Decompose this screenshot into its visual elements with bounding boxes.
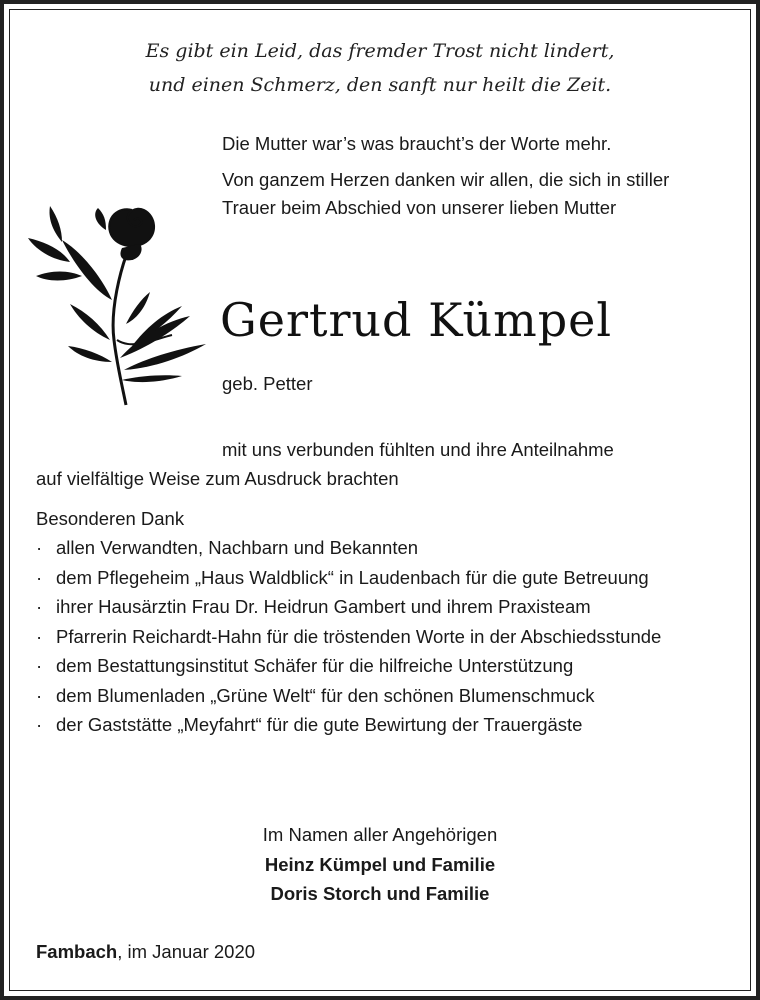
list-item-text: dem Bestattungsinstitut Schäfer für die hilfreiche Unterstützung — [56, 655, 574, 676]
poem-line-1: Es gibt ein Leid, das fremder Trost nicht lindert, — [145, 40, 615, 62]
list-item-text: allen Verwandten, Nachbarn und Bekannten — [56, 537, 419, 558]
list-item-text: der Gaststätte „Meyfahrt“ für die gute Bewirtung der Trauergäste — [56, 714, 583, 735]
body-line-1: mit uns verbunden fühlten und ihre Anteilnahme — [222, 439, 614, 460]
list-item — [36, 681, 726, 711]
bullet-icon: · — [36, 625, 43, 647]
list-item-text: dem Blumenladen „Grüne Welt“ für den schönen Blumenschmuck — [56, 684, 595, 706]
signoff-family-2: Doris Storch und Familie — [270, 883, 490, 904]
deceased-name: Gertrud Kümpel — [220, 293, 613, 347]
footer-place: Fambach — [36, 941, 118, 962]
intro-line-1: Die Mutter war’s was braucht’s der Worte mehr. — [222, 133, 612, 154]
intro — [222, 130, 702, 230]
list-item — [36, 622, 726, 652]
poem — [0, 34, 760, 102]
list-item — [36, 533, 726, 563]
maiden-name: geb. Petter — [222, 373, 313, 394]
list-item — [36, 651, 726, 681]
bullet-icon: · — [36, 596, 43, 617]
thanks-heading: Besonderen Dank — [36, 508, 185, 529]
list-item — [36, 563, 726, 593]
signoff-family-1: Heinz Kümpel und Familie — [264, 853, 496, 875]
list-item-text: ihrer Hausärztin Frau Dr. Heidrun Gambert und ihrem Praxisteam — [56, 596, 591, 617]
intro-line-2: Von ganzem Herzen danken wir allen, die sich in stiller Trauer beim Abschied von unserer lieben Mutter — [222, 169, 670, 218]
bullet-icon: · — [36, 566, 43, 588]
rose-icon — [22, 190, 212, 410]
footer-date: , im Januar 2020 — [117, 941, 256, 962]
signoff-line-1: Im Namen aller Angehörigen — [262, 824, 498, 845]
bullet-icon: · — [36, 684, 43, 706]
signoff — [0, 820, 760, 909]
body-line-2: auf vielfältige Weise zum Ausdruck brachten — [36, 468, 399, 489]
bullet-icon: · — [36, 714, 43, 735]
bullet-icon: · — [36, 655, 43, 676]
thanks-list — [36, 533, 726, 740]
list-item — [36, 592, 726, 622]
list-item-text: Pfarrerin Reichardt-Hahn für die tröstenden Worte in der Abschiedsstunde — [56, 625, 662, 647]
list-item — [36, 710, 726, 740]
poem-line-2: und einen Schmerz, den sanft nur heilt die Zeit. — [148, 74, 612, 96]
bullet-icon: · — [36, 537, 43, 558]
footer — [36, 938, 255, 966]
list-item-text: dem Pflegeheim „Haus Waldblick“ in Laudenbach für die gute Betreuung — [56, 566, 649, 588]
